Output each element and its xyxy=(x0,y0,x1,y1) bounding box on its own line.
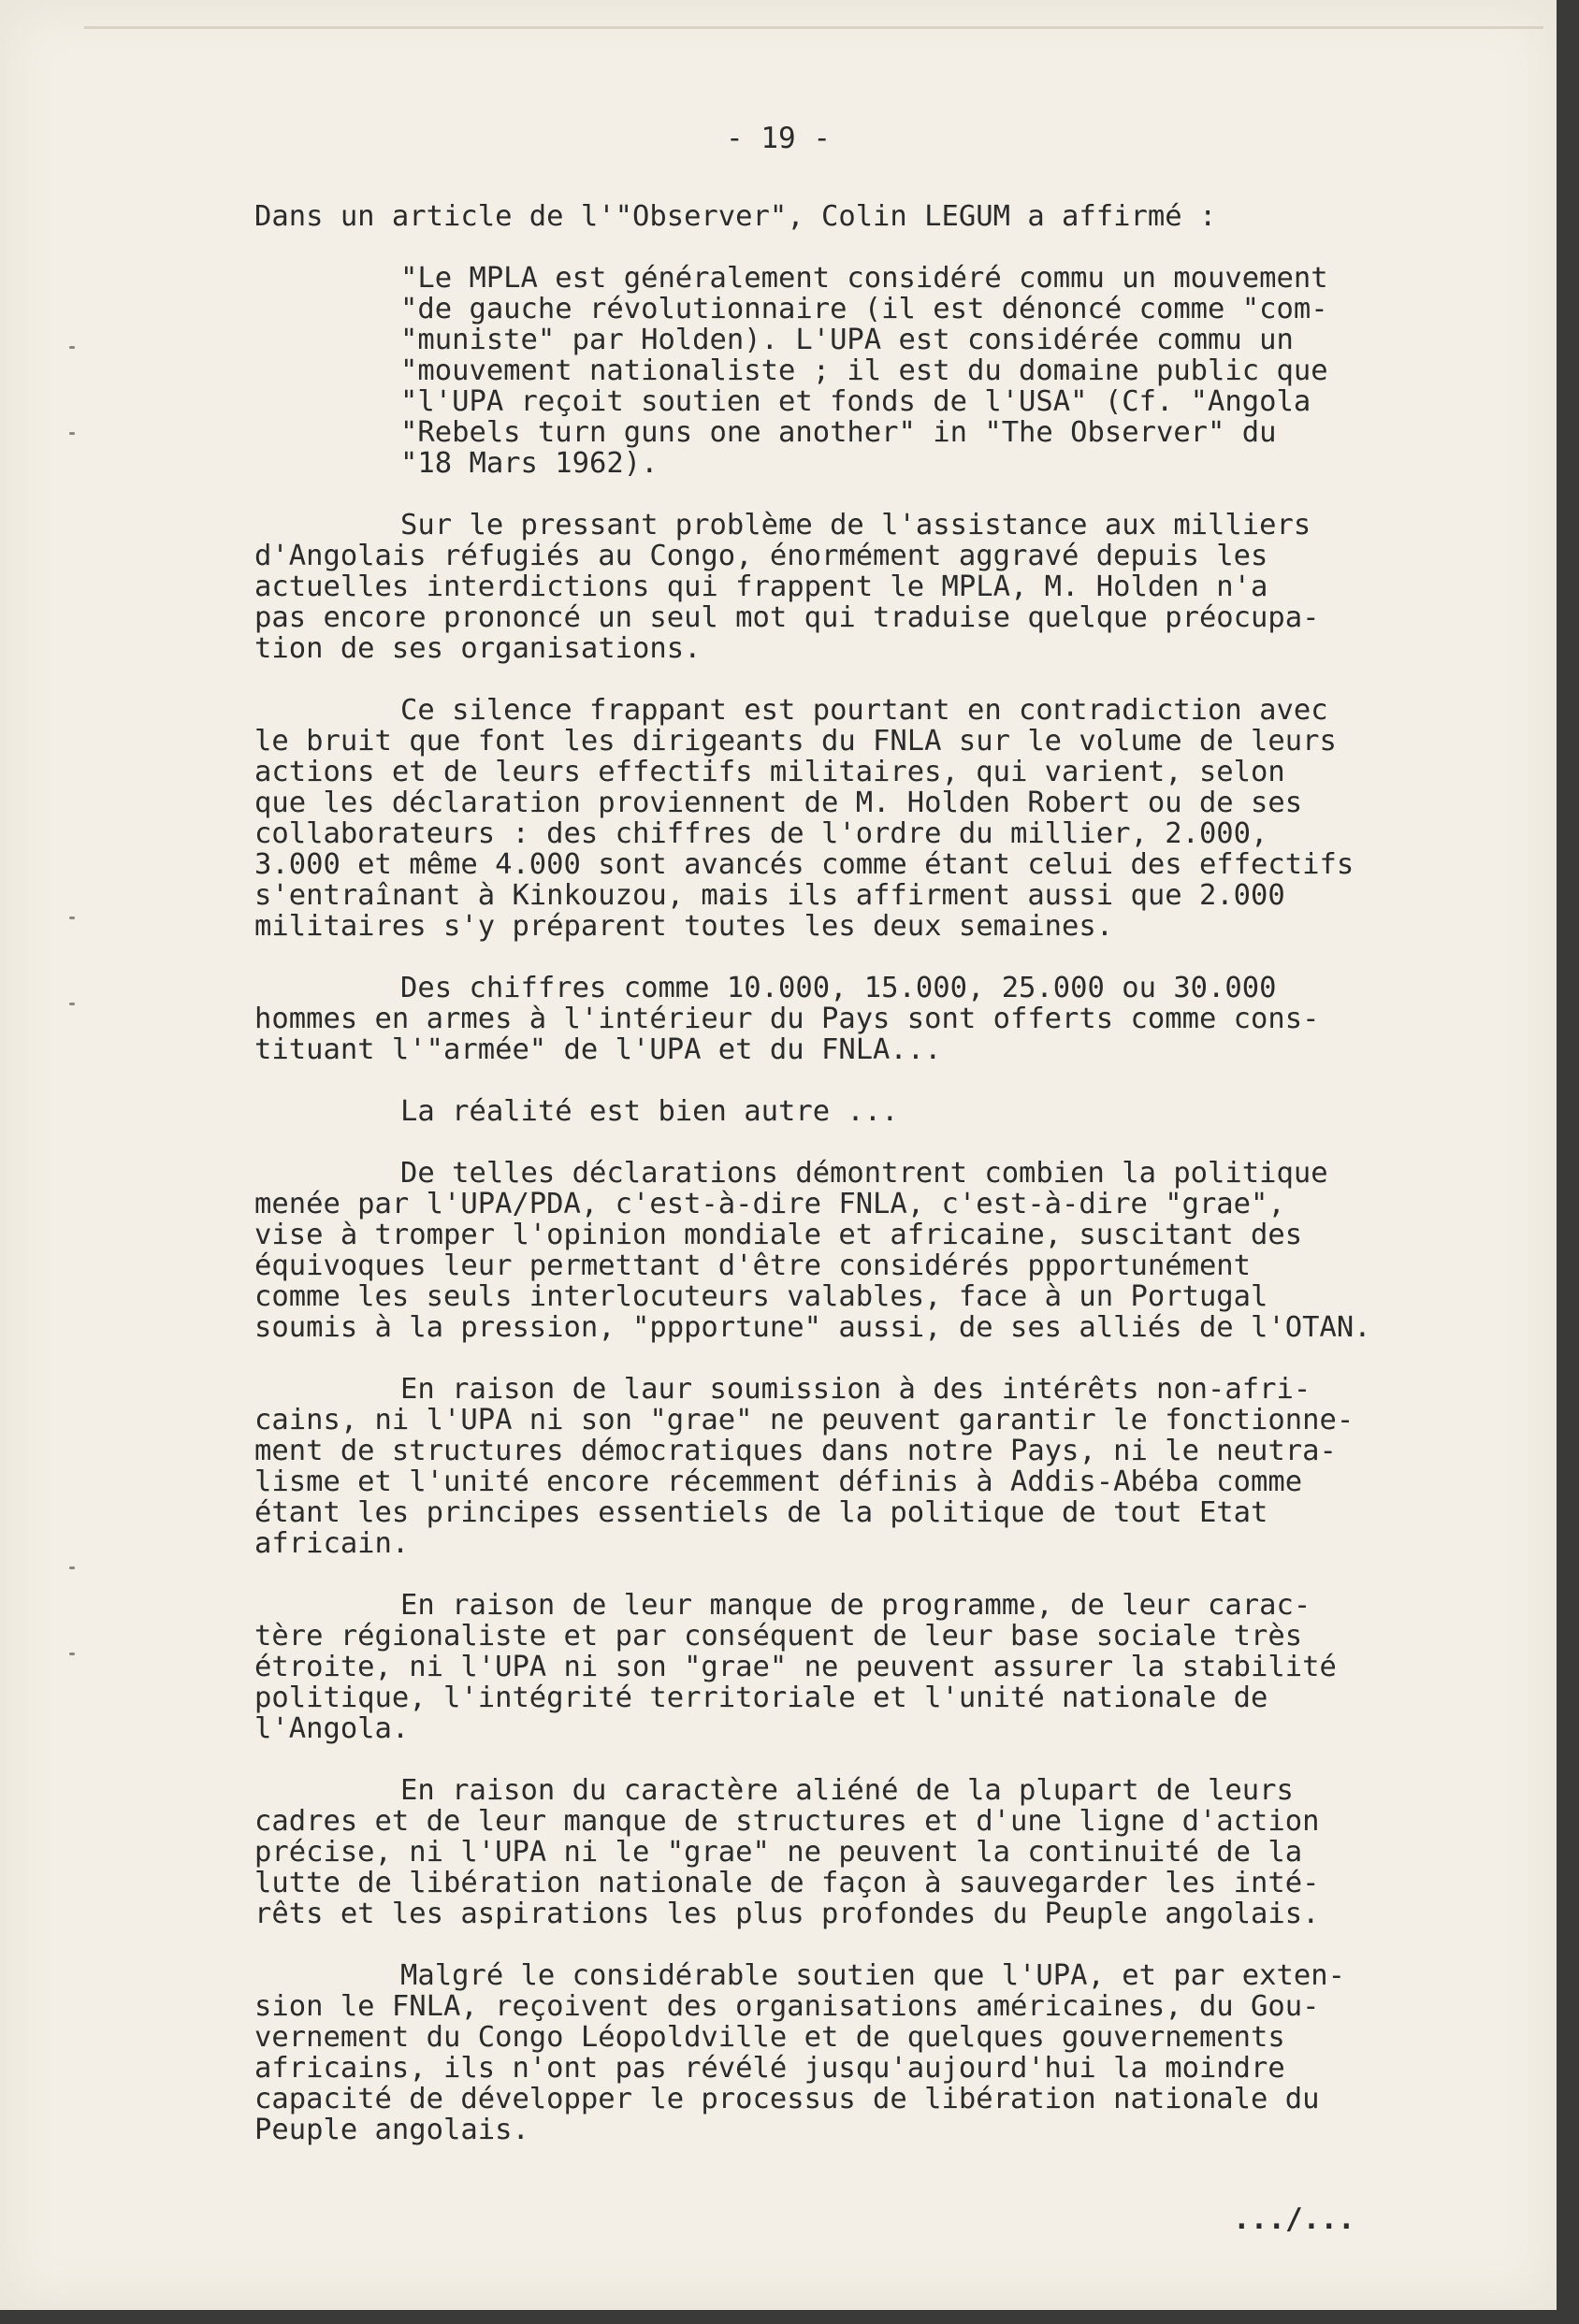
margin-mark xyxy=(69,346,75,349)
page-edge-rule xyxy=(84,26,1543,29)
quoted-passage: "Le MPLA est généralement considéré commu un mouvement "de gauche révolutionnaire (il est dénoncé comme "com- "muniste" par Holden). L'UPA est considérée commu un "mouvement nationaliste ; il est du domaine public que "l'UPA reçoit soutien et fonds de l'USA" (Cf. "Angola "Rebels turn guns one another" in "The Observer" du "18 Mars 1962). xyxy=(400,262,1328,480)
paragraph-support: Malgré le considérable soutien que l'UPA, et par exten- sion le FNLA, reçoivent des organisations américaines, du Gou- vernement du Congo Léopoldville et de quelques gouvernements africains, ils n'ont pas révélé jusqu'aujourd'hui la moindre capacité de développer le processus de libération nationale du Peuple angolais. xyxy=(254,1959,1345,2146)
paragraph-declarations: De telles déclarations démontrent combien la politique menée par l'UPA/PDA, c'est-à-dire FNLA, c'est-à-dire "grae", vise à tromper l'opinion mondiale et africaine, suscitant des équivoques leur permettant d'être considérés ppportunément comme les seuls interlocuteurs valables, face à un Portugal soumis à la pression, "ppportune" aussi, de ses alliés de l'OTAN. xyxy=(254,1157,1371,1344)
paragraph-silence: Ce silence frappant est pourtant en contradiction avec le bruit que font les dirigeants du FNLA sur le volume de leurs actions et de leurs effectifs militaires, qui varient, selon que les déclaration proviennent de M. Holden Robert ou de ses collaborateurs : des chiffres de l'ordre du millier, 2.000, 3.000 et même 4.000 sont avancés comme étant celui des effectifs s'entraînant à Kinkouzou, mais ils affirment aussi que 2.000 militaires s'y préparent toutes les deux semaines. xyxy=(254,694,1354,943)
paragraph-programme: En raison de leur manque de programme, de leur carac- tère régionaliste et par conséquent de leur base sociale très étroite, ni l'UPA ni son "grae" ne peuvent assurer la stabilité politique, l'intégrité territoriale et l'unité nationale de l'Angola. xyxy=(254,1589,1337,1745)
paragraph-refugees: Sur le pressant problème de l'assistance aux milliers d'Angolais réfugiés au Congo, énormément aggravé depuis les actuelles interdictions qui frappent le MPLA, M. Holden n'a pas encore prononcé un seul mot qui traduise quelque préocupa- tion de ses organisations. xyxy=(254,509,1320,665)
margin-mark xyxy=(69,917,75,919)
paragraph-intro: Dans un article de l'"Observer", Colin LEGUM a affirmé : xyxy=(254,200,1217,233)
paragraph-reality: La réalité est bien autre ... xyxy=(400,1095,899,1128)
paragraph-submission: En raison de laur soumission à des intérêts non-afri- cains, ni l'UPA ni son "grae" ne peuvent garantir le fonctionne- ment de structures démocratiques dans notre Pays, ni le neutra- lisme et l'unité encore récemment définis à Addis-Abéba comme étant les principes essentiels de la politique de tout Etat africain. xyxy=(254,1373,1354,1560)
continuation-mark: .../... xyxy=(1233,2202,1355,2236)
body-text xyxy=(254,201,1470,2176)
margin-mark xyxy=(69,1003,75,1005)
margin-mark xyxy=(69,432,75,435)
margin-mark xyxy=(69,1653,75,1655)
paragraph-figures: Des chiffres comme 10.000, 15.000, 25.000 ou 30.000 hommes en armes à l'intérieur du Pays sont offerts comme cons- tituant l'"armée" de l'UPA et du FNLA... xyxy=(254,972,1320,1066)
paragraph-cadres: En raison du caractère aliéné de la plupart de leurs cadres et de leur manque de structures et d'une ligne d'action précise, ni l'UPA ni le "grae" ne peuvent la continuité de la lutte de libération nationale de façon à sauvegarder les inté- rêts et les aspirations les plus profondes du Peuple angolais. xyxy=(254,1774,1320,1930)
margin-mark xyxy=(69,1566,75,1569)
page-number: - 19 - xyxy=(726,122,831,155)
